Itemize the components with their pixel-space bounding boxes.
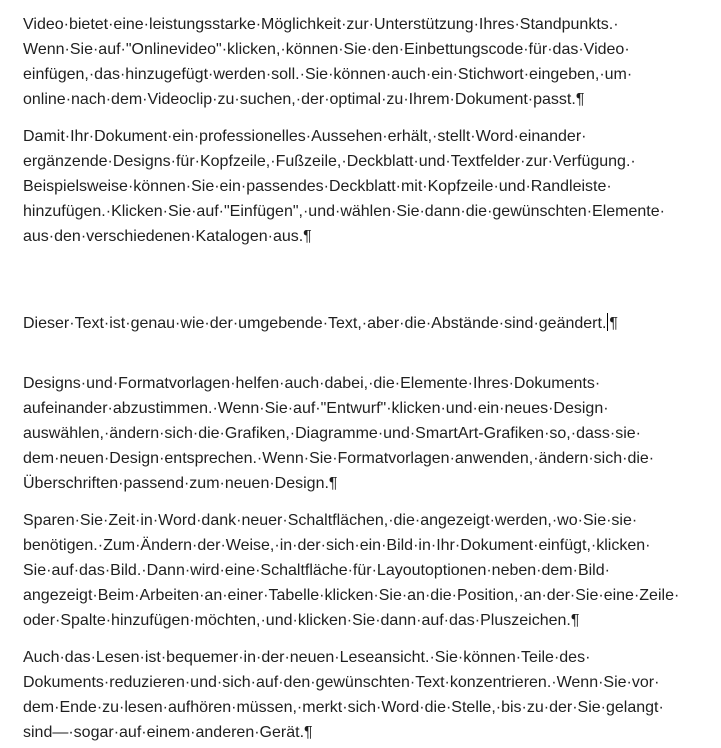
text-line: einfügen,·das·hinzugefügt·werden·soll.·Sie·können·auch·ein·Stichwort·eingeben,·um·	[23, 66, 633, 83]
text-line: oder·Spalte·hinzufügen·möchten,·und·klicken·Sie·dann·auf·das·Pluszeichen.¶	[23, 612, 580, 629]
text-line: ergänzende·Designs·für·Kopfzeile,·Fußzeile,·Deckblatt·und·Textfelder·zur·Verfügung.·	[23, 153, 636, 170]
text-line: Video·bietet·eine·leistungsstarke·Möglichkeit·zur·Unterstützung·Ihres·Standpunkts.·	[23, 16, 619, 33]
text-line: Sie·auf·das·Bild.·Dann·wird·eine·Schaltfläche·für·Layoutoptionen·neben·dem·Bild·	[23, 562, 610, 579]
text-line: Auch·das·Lesen·ist·bequemer·in·der·neuen·Leseansicht.·Sie·können·Teile·des·	[23, 649, 591, 666]
paragraph-reading-view[interactable]	[23, 645, 664, 745]
text-line: Damit·Ihr·Dokument·ein·professionelles·Aussehen·erhält,·stellt·Word·einander·	[23, 128, 587, 145]
paragraph-mark: ¶	[609, 315, 618, 332]
text-line: online·nach·dem·Videoclip·zu·suchen,·der·optimal·zu·Ihrem·Dokument·passt.¶	[23, 91, 585, 108]
text-line: auswählen,·ändern·sich·die·Grafiken,·Diagramme·und·SmartArt-Grafiken·so,·dass·sie·	[23, 425, 641, 442]
text-line: hinzufügen.·Klicken·Sie·auf·"Einfügen",·und·wählen·Sie·dann·die·gewünschten·Elemente·	[23, 203, 665, 220]
text-line: Überschriften·passend·zum·neuen·Design.¶	[23, 475, 338, 492]
text-line: Designs·und·Formatvorlagen·helfen·auch·dabei,·die·Elemente·Ihres·Dokuments·	[23, 375, 601, 392]
text-line: Dokuments·reduzieren·und·sich·auf·den·gewünschten·Text·konzentrieren.·Wenn·Sie·vor·	[23, 674, 660, 691]
paragraph-design-elements[interactable]	[23, 124, 665, 249]
text-line: dem·neuen·Design·entsprechen.·Wenn·Sie·Formatvorlagen·anwenden,·ändern·sich·die·	[23, 450, 655, 467]
text-line	[23, 311, 618, 336]
paragraph-save-time[interactable]	[23, 508, 679, 633]
text-line: angezeigt·Beim·Arbeiten·an·einer·Tabelle·klicken·Sie·an·die·Position,·an·der·Sie·eine·Zeile·	[23, 587, 680, 604]
text-line: benötigen.·Zum·Ändern·der·Weise,·in·der·sich·ein·Bild·in·Ihr·Dokument·einfügt,·klicken·	[23, 537, 651, 554]
text-line: Beispielsweise·können·Sie·ein·passendes·Deckblatt·mit·Kopfzeile·und·Randleiste·	[23, 178, 612, 195]
text-line: aufeinander·abzustimmen.·Wenn·Sie·auf·"Entwurf"·klicken·und·ein·neues·Design·	[23, 400, 609, 417]
text-line: Wenn·Sie·auf·"Onlinevideo"·klicken,·können·Sie·den·Einbettungscode·für·das·Video·	[23, 41, 630, 58]
text-before-caret: Dieser·Text·ist·genau·wie·der·umgebende·Text,·aber·die·Abstände·sind·geändert.	[23, 315, 607, 332]
paragraph-designs-formats[interactable]	[23, 371, 654, 496]
paragraph-spacing-changed[interactable]	[23, 311, 618, 336]
text-line: Sparen·Sie·Zeit·in·Word·dank·neuer·Schaltflächen,·die·angezeigt·werden,·wo·Sie·sie·	[23, 512, 638, 529]
text-line: dem·Ende·zu·lesen·aufhören·müssen,·merkt·sich·Word·die·Stelle,·bis·zu·der·Sie·gelangt·	[23, 699, 664, 716]
paragraph-video[interactable]	[23, 12, 632, 112]
text-line: sind—·sogar·auf·einem·anderen·Gerät.¶	[23, 724, 313, 741]
text-line: aus·den·verschiedenen·Katalogen·aus.¶	[23, 228, 312, 245]
